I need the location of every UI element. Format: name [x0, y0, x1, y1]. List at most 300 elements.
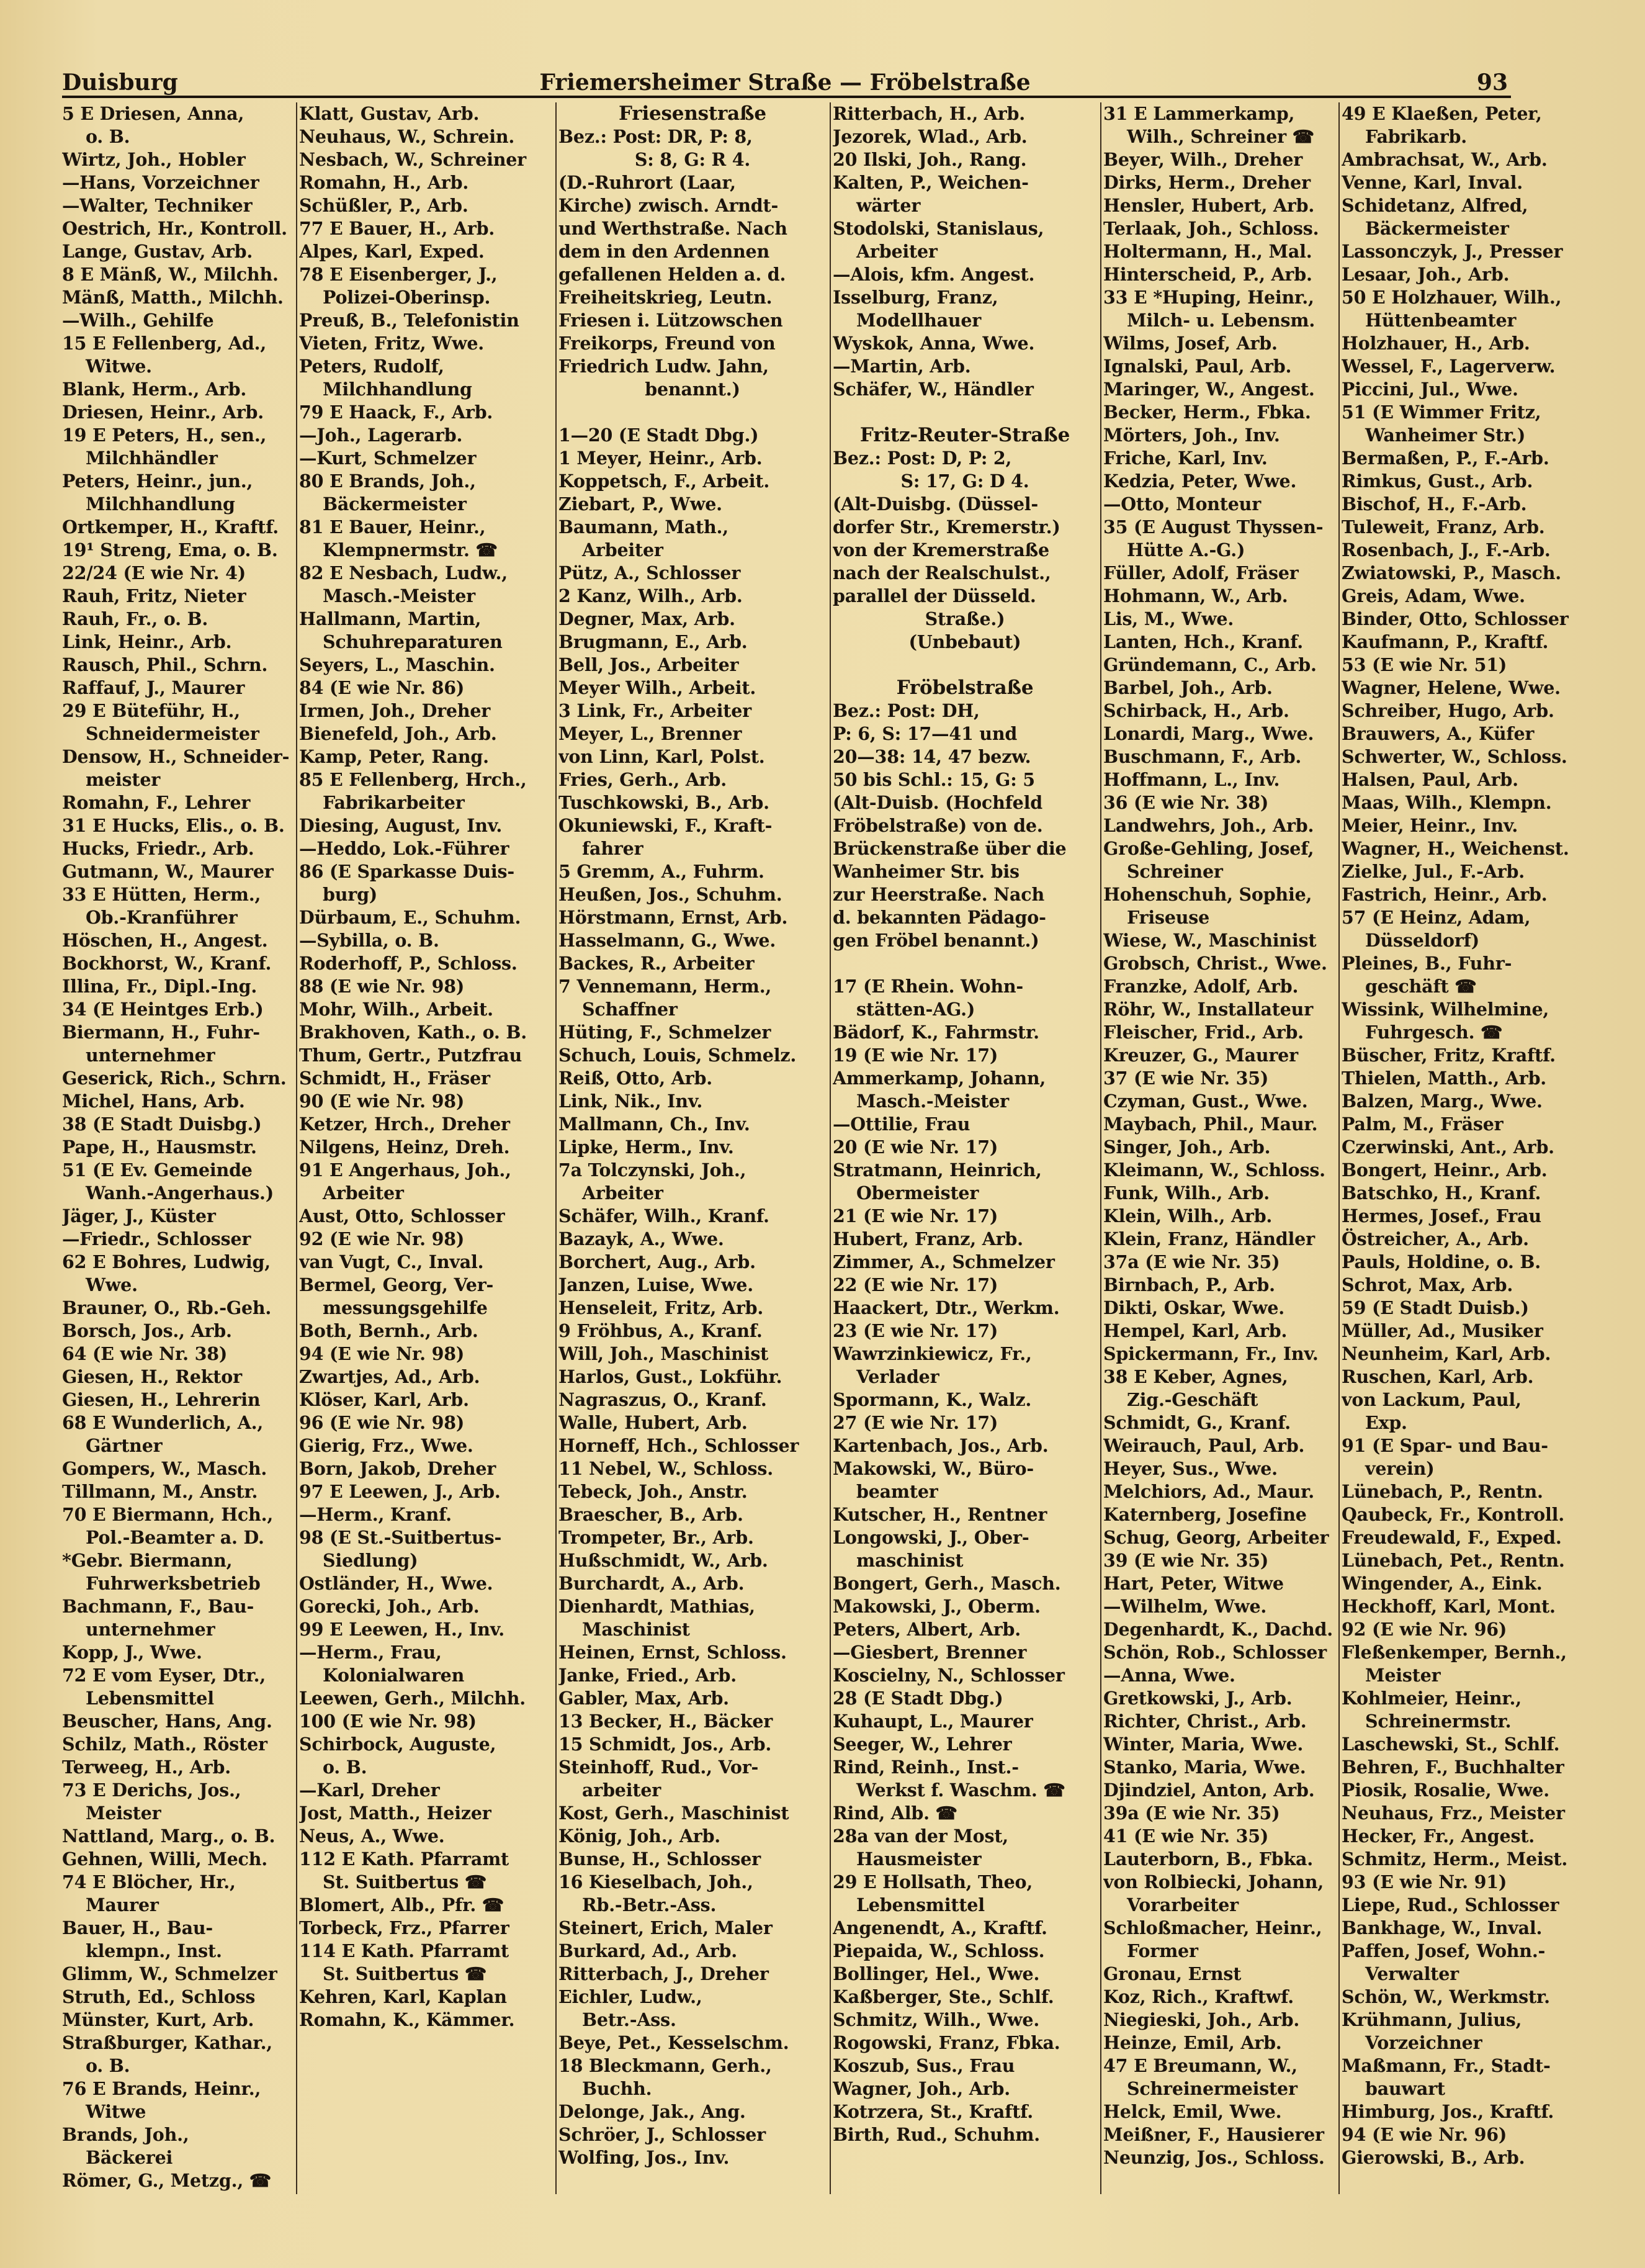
directory-entry: 19 (E wie Nr. 17) — [833, 1045, 998, 1066]
directory-entry: Hörstmann, Ernst, Arb. — [558, 907, 788, 928]
directory-entry: 38 (E Stadt Duisbg.) — [62, 1114, 262, 1135]
directory-entry: Heinen, Ernst, Schloss. — [558, 1642, 787, 1663]
directory-entry: Landwehrs, Joh., Arb. — [1103, 815, 1314, 836]
directory-entry: Bermel, Georg, Ver- — [299, 1274, 494, 1295]
directory-entry: Schön, Rob., Schlosser — [1103, 1642, 1327, 1663]
directory-entry: —Giesbert, Brenner — [833, 1642, 1027, 1663]
directory-entry: Braescher, B., Arb. — [558, 1504, 743, 1525]
entry-continuation: Rb.-Betr.-Ass. — [582, 1894, 717, 1915]
directory-entry: Dirks, Herm., Dreher — [1103, 172, 1311, 193]
directory-entry: dorfer Str., Kremerstr.) — [833, 516, 1060, 538]
directory-entry: Harlos, Gust., Lokführ. — [558, 1366, 782, 1387]
directory-entry: Ritterbach, H., Arb. — [833, 103, 1025, 124]
directory-entry: Burkard, Ad., Arb. — [558, 1940, 738, 1961]
directory-entry: Schmidt, H., Fräser — [299, 1068, 490, 1089]
directory-entry: Illina, Fr., Dipl.-Ing. — [62, 976, 258, 997]
directory-entry: 81 E Bauer, Heinr., — [299, 516, 486, 538]
directory-entry: Pauls, Holdine, o. B. — [1342, 1251, 1541, 1272]
directory-entry: Halsen, Paul, Arb. — [1342, 769, 1518, 790]
column-divider — [1100, 102, 1101, 2194]
column-4 — [833, 102, 1097, 2194]
entry-continuation: Witwe. — [86, 356, 152, 377]
directory-entry: Meier, Heinr., Inv. — [1342, 815, 1518, 836]
directory-entry: 20 (E wie Nr. 17) — [833, 1136, 998, 1158]
directory-entry: 5 E Driesen, Anna, — [62, 103, 244, 124]
directory-entry: Bachmann, F., Bau- — [62, 1596, 254, 1617]
directory-entry: Schug, Georg, Arbeiter — [1103, 1527, 1329, 1548]
directory-entry: Glimm, W., Schmelzer — [62, 1963, 277, 1984]
directory-entry: 31 E Lammerkamp, — [1103, 103, 1295, 124]
directory-entry: Wissink, Wilhelmine, — [1342, 999, 1549, 1020]
directory-entry: Friedrich Ludw. Jahn, — [558, 356, 769, 377]
directory-entry: Bockhorst, W., Kranf. — [62, 953, 272, 974]
directory-entry: Helck, Emil, Wwe. — [1103, 2101, 1282, 2122]
directory-entry: —Martin, Arb. — [833, 356, 971, 377]
directory-entry: 1—20 (E Stadt Dbg.) — [558, 425, 759, 446]
directory-entry: 49 E Klaeßen, Peter, — [1342, 103, 1542, 124]
directory-entry: Steinert, Erich, Maler — [558, 1917, 773, 1938]
street-heading: Friesenstraße — [619, 102, 766, 125]
directory-entry: Münster, Kurt, Arb. — [62, 2009, 254, 2030]
directory-entry: Schäfer, W., Händler — [833, 379, 1034, 400]
directory-entry: Kopp, J., Wwe. — [62, 1642, 202, 1663]
directory-entry: Leewen, Gerh., Milchh. — [299, 1688, 526, 1709]
directory-entry: Jäger, J., Küster — [62, 1205, 216, 1226]
directory-entry: —Wilhelm, Wwe. — [1103, 1596, 1267, 1617]
directory-entry: Gabler, Max, Arb. — [558, 1688, 729, 1709]
street-description: (Unbebaut) — [908, 631, 1021, 652]
entry-continuation: Schaffner — [582, 999, 678, 1020]
directory-entry: Geserick, Rich., Schrn. — [62, 1068, 287, 1089]
directory-entry: Nattland, Marg., o. B. — [62, 1825, 276, 1847]
directory-entry: Koscielny, N., Schlosser — [833, 1665, 1065, 1686]
directory-entry: P: 6, S: 17—41 und — [833, 723, 1018, 744]
directory-entry: Piepaida, W., Schloss. — [833, 1940, 1045, 1961]
directory-entry: Stodolski, Stanislaus, — [833, 218, 1044, 239]
directory-entry: van Vugt, C., Inval. — [299, 1251, 484, 1272]
directory-entry: Meyer, L., Brenner — [558, 723, 742, 744]
directory-entry: Freudewald, F., Exped. — [1342, 1527, 1562, 1548]
spacer — [833, 401, 1097, 424]
directory-entry: 82 E Nesbach, Ludw., — [299, 562, 508, 583]
column-divider — [296, 102, 297, 2194]
entry-continuation: Werkst f. Waschm. ☎ — [856, 1780, 1065, 1801]
directory-entry: Dürbaum, E., Schuhm. — [299, 907, 521, 928]
directory-entry: Pütz, A., Schlosser — [558, 562, 741, 583]
entry-continuation: verein) — [1365, 1458, 1435, 1479]
directory-entry: Ketzer, Hrch., Dreher — [299, 1114, 510, 1135]
directory-entry: Haackert, Dtr., Werkm. — [833, 1297, 1060, 1318]
directory-entry: Brauwers, A., Küfer — [1342, 723, 1535, 744]
entry-continuation: Masch.-Meister — [323, 585, 475, 606]
directory-entry: Hubert, Franz, Arb. — [833, 1228, 1023, 1249]
directory-entry: Fleßenkemper, Bernh., — [1342, 1642, 1567, 1663]
directory-entry: Stratmann, Heinrich, — [833, 1159, 1042, 1181]
directory-entry: 22 (E wie Nr. 17) — [833, 1274, 998, 1295]
directory-entry: 94 (E wie Nr. 96) — [1342, 2124, 1507, 2145]
directory-entry: Bischof, H., F.-Arb. — [1342, 493, 1527, 515]
directory-entry: Irmen, Joh., Dreher — [299, 700, 491, 721]
directory-entry: Kreuzer, G., Maurer — [1103, 1045, 1298, 1066]
entry-continuation: Maurer — [86, 1894, 159, 1915]
directory-entry: Nesbach, W., Schreiner — [299, 149, 526, 170]
directory-entry: Hermes, Josef., Frau — [1342, 1205, 1541, 1226]
directory-columns — [62, 102, 1569, 2194]
directory-entry: Hempel, Karl, Arb. — [1103, 1320, 1288, 1341]
entry-continuation: Verwalter — [1365, 1963, 1459, 1984]
directory-entry: Bez.: Post: DH, — [833, 700, 980, 721]
entry-continuation: Milchhandlung — [323, 379, 472, 400]
directory-entry: Müller, Ad., Musiker — [1342, 1320, 1543, 1341]
directory-entry: Bädorf, K., Fahrmstr. — [833, 1022, 1039, 1043]
directory-entry: Lonardi, Marg., Wwe. — [1103, 723, 1314, 744]
directory-entry: Hoffmann, L., Inv. — [1103, 769, 1280, 790]
entry-continuation: Wanh.-Angerhaus.) — [86, 1182, 274, 1204]
directory-entry: zur Heerstraße. Nach — [833, 884, 1044, 905]
column-3 — [558, 102, 827, 2194]
entry-continuation: Milchhandlung — [86, 493, 235, 515]
directory-entry: Maringer, W., Angest. — [1103, 379, 1315, 400]
directory-entry: 51 (E Wimmer Fritz, — [1342, 402, 1541, 423]
entry-continuation: Milch- u. Lebensm. — [1127, 310, 1316, 331]
entry-continuation: Vorarbeiter — [1127, 1894, 1239, 1915]
directory-entry: Niegieski, Joh., Arb. — [1103, 2009, 1300, 2030]
directory-entry: 15 Schmidt, Jos., Arb. — [558, 1734, 772, 1755]
directory-entry: Gründemann, C., Arb. — [1103, 654, 1317, 675]
directory-entry: 80 E Brands, Joh., — [299, 470, 476, 492]
entry-continuation: meister — [86, 769, 161, 790]
directory-entry: Longowski, J., Ober- — [833, 1527, 1029, 1548]
directory-entry: 29 E Büteführ, H., — [62, 700, 240, 721]
directory-entry: 90 (E wie Nr. 98) — [299, 1091, 465, 1112]
directory-entry: Röhr, W., Installateur — [1103, 999, 1314, 1020]
directory-entry: Czyman, Gust., Wwe. — [1103, 1091, 1308, 1112]
directory-entry: Birnbach, P., Arb. — [1103, 1274, 1275, 1295]
directory-entry: Schüßler, P., Arb. — [299, 195, 468, 216]
directory-entry: Jezorek, Wlad., Arb. — [833, 126, 1028, 147]
directory-entry: Giesen, H., Lehrerin — [62, 1389, 261, 1410]
directory-entry: Gompers, W., Masch. — [62, 1458, 267, 1479]
directory-entry: Lünebach, P., Rentn. — [1342, 1481, 1543, 1502]
directory-entry: 100 (E wie Nr. 98) — [299, 1711, 477, 1732]
directory-entry: Walle, Hubert, Arb. — [558, 1412, 748, 1433]
directory-entry: König, Joh., Arb. — [558, 1825, 721, 1847]
street-description: Straße.) — [925, 608, 1005, 629]
directory-entry: Höschen, H., Angest. — [62, 930, 268, 951]
directory-entry: 72 E vom Eyser, Dtr., — [62, 1665, 266, 1686]
entry-continuation: Former — [1127, 1940, 1198, 1961]
directory-entry: Biermann, H., Fuhr- — [62, 1022, 260, 1043]
entry-continuation: o. B. — [86, 126, 130, 147]
directory-entry: 5 Gremm, A., Fuhrm. — [558, 861, 764, 882]
directory-entry: Lauterborn, B., Fbka. — [1103, 1848, 1314, 1870]
directory-entry: (Alt-Duisbg. (Düssel- — [833, 493, 1039, 515]
directory-entry: Rind, Alb. ☎ — [833, 1802, 957, 1824]
directory-entry: Mänß, Matth., Milchh. — [62, 287, 284, 308]
entry-continuation: Wanheimer Str.) — [1365, 425, 1526, 446]
entry-continuation: St. Suitbertus ☎ — [323, 1871, 487, 1892]
directory-entry: Alpes, Karl, Exped. — [299, 241, 485, 262]
directory-entry: Peters, Heinr., jun., — [62, 470, 253, 492]
directory-entry: Bongert, Gerh., Masch. — [833, 1573, 1061, 1594]
entry-continuation: Arbeiter — [323, 1182, 404, 1204]
directory-entry: 76 E Brands, Heinr., — [62, 2078, 261, 2099]
directory-entry: Barbel, Joh., Arb. — [1103, 677, 1273, 698]
directory-entry: und Werthstraße. Nach — [558, 218, 787, 239]
directory-entry: Bez.: Post: DR, P: 8, — [558, 126, 753, 147]
directory-entry: Qaubeck, Fr., Kontroll. — [1342, 1504, 1564, 1525]
street-heading: Fritz-Reuter-Straße — [859, 424, 1070, 446]
directory-entry: Terlaak, Joh., Schloss. — [1103, 218, 1319, 239]
directory-entry: Rauh, Fr., o. B. — [62, 608, 208, 629]
directory-entry: 3 Link, Fr., Arbeiter — [558, 700, 751, 721]
directory-entry: 73 E Derichs, Jos., — [62, 1780, 241, 1801]
directory-entry: Kirche) zwisch. Arndt- — [558, 195, 779, 216]
directory-entry: Neuhaus, W., Schrein. — [299, 126, 515, 147]
directory-entry: Birth, Rud., Schuhm. — [833, 2124, 1040, 2145]
directory-entry: Ostländer, H., Wwe. — [299, 1573, 493, 1594]
directory-entry: 35 (E August Thyssen- — [1103, 516, 1324, 538]
directory-entry: Isselburg, Franz, — [833, 287, 998, 308]
directory-entry: Hüting, F., Schmelzer — [558, 1022, 771, 1043]
directory-entry: Giesen, H., Rektor — [62, 1366, 242, 1387]
entry-continuation: Modellhauer — [856, 310, 982, 331]
directory-entry: Degner, Max, Arb. — [558, 608, 735, 629]
directory-entry: Romahn, K., Kämmer. — [299, 2009, 515, 2030]
directory-entry: 1 Meyer, Heinr., Arb. — [558, 448, 763, 469]
entry-continuation: klempn., Inst. — [86, 1940, 222, 1961]
directory-entry: Schreiber, Hugo, Arb. — [1342, 700, 1554, 721]
directory-entry: Blank, Herm., Arb. — [62, 379, 247, 400]
entry-continuation: Fabrikarbeiter — [323, 792, 465, 813]
directory-entry: —Karl, Dreher — [299, 1780, 440, 1801]
entry-continuation: Düsseldorf) — [1365, 930, 1479, 951]
directory-entry: 112 E Kath. Pfarramt — [299, 1848, 509, 1870]
directory-entry: Eichler, Ludw., — [558, 1986, 702, 2007]
directory-entry: Both, Bernh., Arb. — [299, 1320, 478, 1341]
directory-entry: Becker, Herm., Fbka. — [1103, 402, 1311, 423]
directory-entry: 15 E Fellenberg, Ad., — [62, 333, 267, 354]
directory-entry: Wawrzinkiewicz, Fr., — [833, 1343, 1032, 1364]
entry-continuation: Lebensmittel — [86, 1688, 214, 1709]
directory-entry: Wiese, W., Maschinist — [1103, 930, 1317, 951]
directory-entry: Ortkemper, H., Kraftf. — [62, 516, 279, 538]
entry-continuation: Friseuse — [1127, 907, 1210, 928]
directory-entry: Blomert, Alb., Pfr. ☎ — [299, 1894, 504, 1915]
directory-entry: 33 E Hütten, Herm., — [62, 884, 261, 905]
directory-entry: Kaufmann, P., Kraftf. — [1342, 631, 1549, 652]
directory-entry: Bollinger, Hel., Wwe. — [833, 1963, 1040, 1984]
directory-entry: 20—38: 14, 47 bezw. — [833, 746, 1031, 767]
directory-entry: Heyer, Sus., Wwe. — [1103, 1458, 1278, 1479]
directory-entry: Schloßmacher, Heinr., — [1103, 1917, 1322, 1938]
entry-continuation: Meister — [1365, 1665, 1441, 1686]
directory-entry: 11 Nebel, W., Schloss. — [558, 1458, 773, 1479]
directory-entry: 37a (E wie Nr. 35) — [1103, 1251, 1280, 1272]
directory-entry: Gronau, Ernst — [1103, 1963, 1242, 1984]
directory-entry: Rauh, Fritz, Nieter — [62, 585, 246, 606]
street-description: S: 8, G: R 4. — [634, 149, 751, 170]
street-description: benannt.) — [645, 379, 740, 400]
directory-entry: von Lackum, Paul, — [1342, 1389, 1522, 1410]
entry-continuation: Fuhrwerksbetrieb — [86, 1573, 261, 1594]
entry-continuation: Meister — [86, 1802, 161, 1824]
directory-entry: Gehnen, Willi, Mech. — [62, 1848, 267, 1870]
directory-entry: 99 E Leewen, H., Inv. — [299, 1619, 504, 1640]
directory-entry: Ambrachsat, W., Arb. — [1342, 149, 1548, 170]
directory-entry: Bell, Jos., Arbeiter — [558, 654, 739, 675]
directory-entry: Wanheimer Str. bis — [833, 861, 1020, 882]
directory-entry: Driesen, Heinr., Arb. — [62, 402, 264, 423]
directory-entry: Lanten, Hch., Kranf. — [1103, 631, 1303, 652]
directory-entry: Lesaar, Joh., Arb. — [1342, 264, 1510, 285]
entry-continuation: Wwe. — [86, 1274, 138, 1295]
entry-continuation: Verlader — [856, 1366, 939, 1387]
directory-entry: Raffauf, J., Maurer — [62, 677, 245, 698]
entry-continuation: Schreinermeister — [1127, 2078, 1298, 2099]
directory-entry: Preuß, B., Telefonistin — [299, 310, 519, 331]
directory-entry: Kohlmeier, Heinr., — [1342, 1688, 1522, 1709]
directory-entry: Greis, Adam, Wwe. — [1342, 585, 1525, 606]
entry-continuation: Schneidermeister — [86, 723, 259, 744]
directory-entry: 34 (E Heintges Erb.) — [62, 999, 264, 1020]
directory-entry: Himburg, Jos., Kraftf. — [1342, 2101, 1554, 2122]
directory-entry: Heckhoff, Karl, Mont. — [1342, 1596, 1556, 1617]
entry-continuation: wärter — [856, 195, 921, 216]
directory-entry: Gierowski, B., Arb. — [1342, 2147, 1525, 2168]
entry-continuation: Arbeiter — [856, 241, 938, 262]
directory-entry: gefallenen Helden a. d. — [558, 264, 786, 285]
directory-entry: Binder, Otto, Schlosser — [1342, 608, 1569, 629]
directory-entry: Dienhardt, Mathias, — [558, 1596, 755, 1617]
entry-continuation: bauwart — [1365, 2078, 1445, 2099]
directory-entry: —Herm., Kranf. — [299, 1504, 452, 1525]
directory-entry: 37 (E wie Nr. 35) — [1103, 1068, 1269, 1089]
directory-entry: Paffen, Josef, Wohn.- — [1342, 1940, 1546, 1961]
directory-entry: —Kurt, Schmelzer — [299, 448, 477, 469]
directory-entry: Czerwinski, Ant., Arb. — [1342, 1136, 1554, 1158]
directory-entry: Kehren, Karl, Kaplan — [299, 1986, 507, 2007]
directory-entry: parallel der Düsseld. — [833, 585, 1036, 606]
directory-entry: Brugmann, E., Arb. — [558, 631, 748, 652]
directory-entry: 18 Bleckmann, Gerh., — [558, 2055, 772, 2076]
directory-entry: Delonge, Jak., Ang. — [558, 2101, 746, 2122]
directory-entry: gen Fröbel benannt.) — [833, 930, 1039, 951]
directory-entry: nach der Realschulst., — [833, 562, 1051, 583]
directory-entry: 86 (E Sparkasse Duis- — [299, 861, 514, 882]
directory-entry: Lassonczyk, J., Presser — [1342, 241, 1563, 262]
directory-entry: 28a van der Most, — [833, 1825, 1009, 1847]
directory-entry: Michel, Hans, Arb. — [62, 1091, 245, 1112]
directory-entry: 27 (E wie Nr. 17) — [833, 1412, 998, 1433]
directory-entry: Hallmann, Martin, — [299, 608, 482, 629]
directory-entry: Rogowski, Franz, Fbka. — [833, 2032, 1060, 2053]
directory-entry: 70 E Biermann, Hch., — [62, 1504, 274, 1525]
directory-entry: Torbeck, Frz., Pfarrer — [299, 1917, 509, 1938]
directory-entry: Fleischer, Frid., Arb. — [1103, 1022, 1304, 1043]
directory-entry: 97 E Leewen, J., Arb. — [299, 1481, 501, 1502]
directory-entry: Holzhauer, H., Arb. — [1342, 333, 1530, 354]
directory-entry: Schilz, Math., Röster — [62, 1734, 267, 1755]
directory-entry: Römer, G., Metzg., ☎ — [62, 2170, 272, 2191]
directory-entry: 38 E Keber, Agnes, — [1103, 1366, 1288, 1387]
directory-entry: Freikorps, Freund von — [558, 333, 776, 354]
directory-entry: Östreicher, A., Arb. — [1342, 1228, 1529, 1249]
directory-entry: Neunheim, Karl, Arb. — [1342, 1343, 1551, 1364]
directory-entry: 21 (E wie Nr. 17) — [833, 1205, 998, 1226]
directory-entry: Kleimann, W., Schloss. — [1103, 1159, 1325, 1181]
directory-entry: 96 (E wie Nr. 98) — [299, 1412, 465, 1433]
directory-entry: Große-Gehling, Josef, — [1103, 838, 1314, 859]
directory-entry: Schwerter, W., Schloss. — [1342, 746, 1567, 767]
directory-entry: *Gebr. Biermann, — [62, 1550, 233, 1571]
directory-entry: Bermaßen, P., F.-Arb. — [1342, 448, 1549, 469]
directory-entry: 53 (E wie Nr. 51) — [1342, 654, 1507, 675]
directory-entry: Baumann, Math., — [558, 516, 728, 538]
entry-continuation: Hütte A.-G.) — [1127, 539, 1245, 560]
directory-entry: 94 (E wie Nr. 98) — [299, 1343, 465, 1364]
directory-entry: Janzen, Luise, Wwe. — [558, 1274, 753, 1295]
entry-continuation: Arbeiter — [582, 539, 663, 560]
entry-continuation: unternehmer — [86, 1045, 215, 1066]
directory-entry: Brands, Joh., — [62, 2124, 189, 2145]
column-divider — [555, 102, 557, 2194]
directory-entry: Tuleweit, Franz, Arb. — [1342, 516, 1545, 538]
entry-continuation: Wilh., Schreiner ☎ — [1127, 126, 1314, 147]
directory-entry: Rimkus, Gust., Arb. — [1342, 470, 1533, 492]
directory-entry: Tuschkowski, B., Arb. — [558, 792, 769, 813]
directory-entry: Wolfing, Jos., Inv. — [558, 2147, 730, 2168]
directory-entry: 33 E *Huping, Heinr., — [1103, 287, 1314, 308]
directory-entry: Thielen, Matth., Arb. — [1342, 1068, 1547, 1089]
directory-entry: 91 (E Spar- und Bau- — [1342, 1435, 1548, 1456]
directory-entry: Wirtz, Joh., Hobler — [62, 149, 246, 170]
directory-entry: Borsch, Jos., Arb. — [62, 1320, 232, 1341]
directory-entry: Peters, Rudolf, — [299, 356, 444, 377]
directory-entry: Seyers, L., Maschin. — [299, 654, 495, 675]
entry-continuation: Hausmeister — [856, 1848, 982, 1870]
directory-entry: 36 (E wie Nr. 38) — [1103, 792, 1269, 813]
directory-entry: Steinhoff, Rud., Vor- — [558, 1757, 759, 1778]
directory-entry: Brakhoven, Kath., o. B. — [299, 1022, 527, 1043]
directory-entry: —Wilh., Gehilfe — [62, 310, 214, 331]
entry-continuation: maschinist — [856, 1550, 964, 1571]
directory-entry: Grobsch, Christ., Wwe. — [1103, 953, 1327, 974]
directory-entry: Zwiatowski, P., Masch. — [1342, 562, 1561, 583]
directory-entry: 79 E Haack, F., Arb. — [299, 402, 493, 423]
directory-entry: Ritterbach, J., Dreher — [558, 1963, 769, 1984]
entry-continuation: Polizei-Oberinsp. — [323, 287, 491, 308]
directory-entry: 7 Vennemann, Herm., — [558, 976, 772, 997]
directory-entry: Tillmann, M., Anstr. — [62, 1481, 258, 1502]
directory-entry: 17 (E Rhein. Wohn- — [833, 976, 1024, 997]
directory-entry: Bongert, Heinr., Arb. — [1342, 1159, 1548, 1181]
directory-entry: Stanko, Maria, Wwe. — [1103, 1757, 1306, 1778]
directory-entry: Bunse, H., Schlosser — [558, 1848, 761, 1870]
column-divider — [1338, 102, 1340, 2194]
directory-entry: Wingender, A., Eink. — [1342, 1573, 1543, 1594]
entry-continuation: Bäckerei — [86, 2147, 173, 2168]
directory-entry: Burchardt, A., Arb. — [558, 1573, 745, 1594]
directory-entry: Freiheitskrieg, Leutn. — [558, 287, 773, 308]
directory-entry: Neunzig, Jos., Schloss. — [1103, 2147, 1325, 2168]
directory-entry: Ammerkamp, Johann, — [833, 1068, 1046, 1089]
entry-continuation: Buchh. — [582, 2078, 652, 2099]
entry-continuation: Arbeiter — [582, 1182, 663, 1204]
directory-entry: Katernberg, Josefine — [1103, 1504, 1307, 1525]
directory-entry: Bazayk, A., Wwe. — [558, 1228, 724, 1249]
entry-continuation: Betr.-Ass. — [582, 2009, 676, 2030]
